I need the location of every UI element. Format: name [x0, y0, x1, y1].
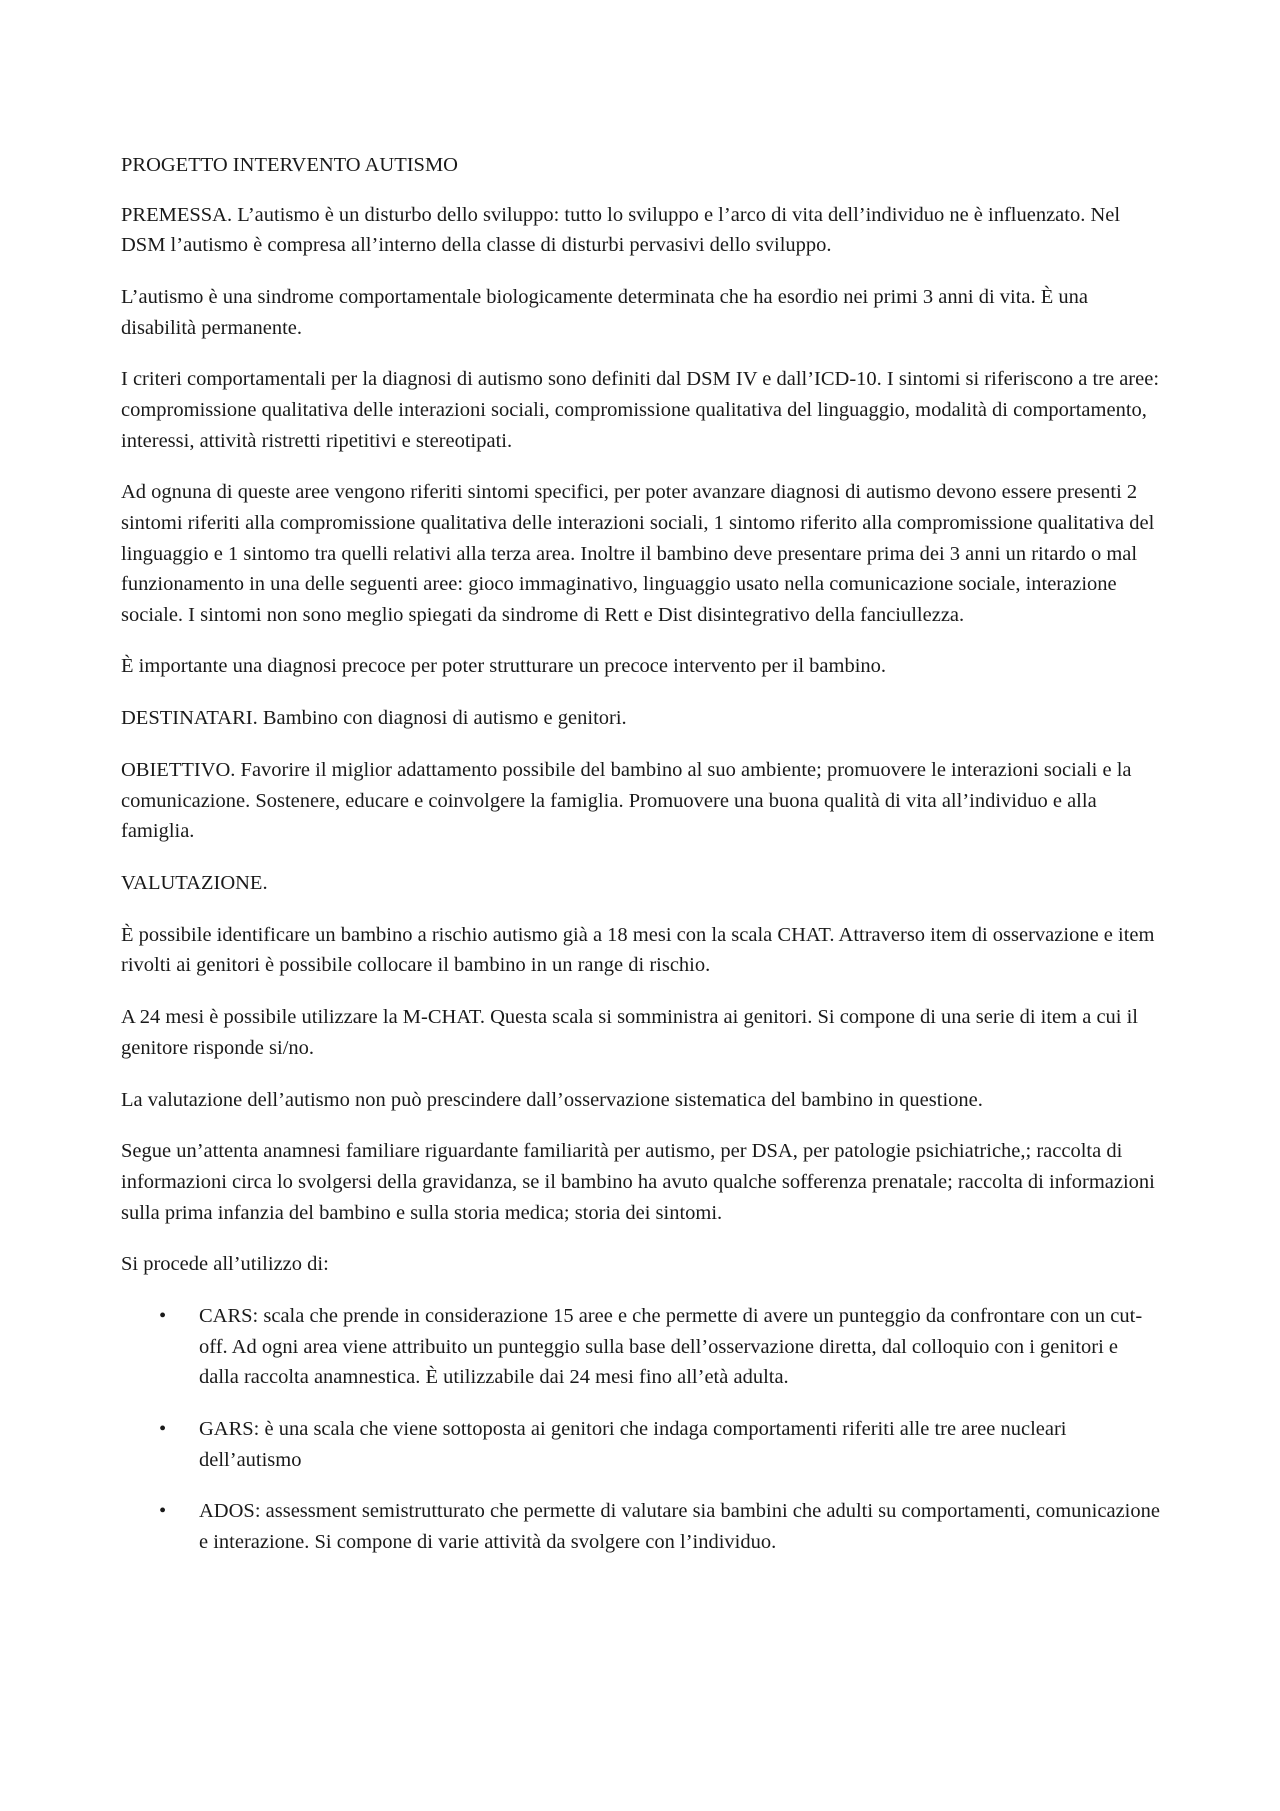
list-item-text: GARS: è una scala che viene sottoposta ai genitori che indaga comportamenti riferiti alle tre aree nucleari dell’autismo — [199, 1418, 1067, 1471]
paragraph-premessa: PREMESSA. L’autismo è un disturbo dello sviluppo: tutto lo sviluppo e l’arco di vita dell’individuo ne è influenzato. Nel DSM l’autismo è compresa all’interno della classe di disturbi pervasivi dello sviluppo. — [121, 203, 1121, 257]
paragraph-diagnosi-precoce: È importante una diagnosi precoce per poter strutturare un precoce intervento per il bambino. — [121, 655, 887, 678]
paragraph-anamnesi: Segue un’attenta anamnesi familiare riguardante familiarità per autismo, per DSA, per patologie psichiatriche,; raccolta di informazioni circa lo svolgersi della gravidanza, se il bambino ha avuto qualche sofferenza prenatale; raccolta di informazioni sulla prima infanzia del bambino e sulla storia medica; storia dei sintomi. — [121, 1140, 1155, 1224]
document-page — [121, 150, 1161, 1579]
list-item — [121, 1496, 1161, 1557]
paragraph-sintomi: Ad ognuna di queste aree vengono riferiti sintomi specifici, per poter avanzare diagnosi di autismo devono essere presenti 2 sintomi riferiti alla compromissione qualitativa delle interazioni sociali, 1 sintomo riferito alla compromissione qualitativa del linguaggio e 1 sintomo tra quelli relativi alla terza area. Inoltre il bambino deve presentare prima dei 3 anni un ritardo o mal funzionamento in una delle seguenti aree: gioco immaginativo, linguaggio usato nella comunicazione sociale, interazione sociale. I sintomi non sono meglio spiegati da sindrome di Rett e Dist disintegrativo della fanciullezza. — [121, 481, 1155, 626]
paragraph-criteri: I criteri comportamentali per la diagnosi di autismo sono definiti dal DSM IV e dall’ICD-10. I sintomi si riferiscono a tre aree: compromissione qualitativa delle interazioni sociali, compromissione qualitativa del linguaggio, modalità di comportamento, interessi, attività ristretti ripetitivi e stereotipati. — [121, 368, 1160, 452]
tools-list — [121, 1301, 1161, 1558]
bullet-icon: • — [159, 1500, 167, 1523]
bullet-icon: • — [159, 1305, 167, 1328]
bullet-icon: • — [159, 1418, 167, 1441]
list-item — [121, 1414, 1161, 1475]
document-title: PROGETTO INTERVENTO AUTISMO — [121, 154, 458, 176]
paragraph-mchat: A 24 mesi è possibile utilizzare la M-CHAT. Questa scala si somministra ai genitori. Si compone di una serie di item a cui il genitore risponde si/no. — [121, 1006, 1139, 1059]
paragraph-osservazione: La valutazione dell’autismo non può prescindere dall’osservazione sistematica del bambino in questione. — [121, 1088, 983, 1111]
paragraph-utilizzo: Si procede all’utilizzo di: — [121, 1253, 329, 1276]
list-item-text: CARS: scala che prende in considerazione 15 aree e che permette di avere un punteggio da confrontare con un cut-off. Ad ogni area viene attribuito un punteggio sulla base dell’osservazione diretta, dal colloquio con i genitori e dalla raccolta anamnestica. È utilizzabile dai 24 mesi fino all’età adulta. — [199, 1305, 1143, 1389]
list-item — [121, 1301, 1161, 1393]
paragraph-obiettivo: OBIETTIVO. Favorire il miglior adattamento possibile del bambino al suo ambiente; promuovere le interazioni sociali e la comunicazione. Sostenere, educare e coinvolgere la famiglia. Promuovere una buona qualità di vita all’individuo e alla famiglia. — [121, 759, 1132, 843]
paragraph-valutazione-heading: VALUTAZIONE. — [121, 872, 268, 894]
paragraph-destinatari: DESTINATARI. Bambino con diagnosi di autismo e genitori. — [121, 707, 627, 730]
paragraph-chat: È possibile identificare un bambino a rischio autismo già a 18 mesi con la scala CHAT. Attraverso item di osservazione e item rivolti ai genitori è possibile collocare il bambino in un range di rischio. — [121, 923, 1155, 977]
list-item-text: ADOS: assessment semistrutturato che permette di valutare sia bambini che adulti su comportamenti, comunicazione e interazione. Si compone di varie attività da svolgere con l’individuo. — [199, 1500, 1160, 1553]
paragraph-sindrome: L’autismo è una sindrome comportamentale biologicamente determinata che ha esordio nei primi 3 anni di vita. È una disabilità permanente. — [121, 285, 1089, 339]
